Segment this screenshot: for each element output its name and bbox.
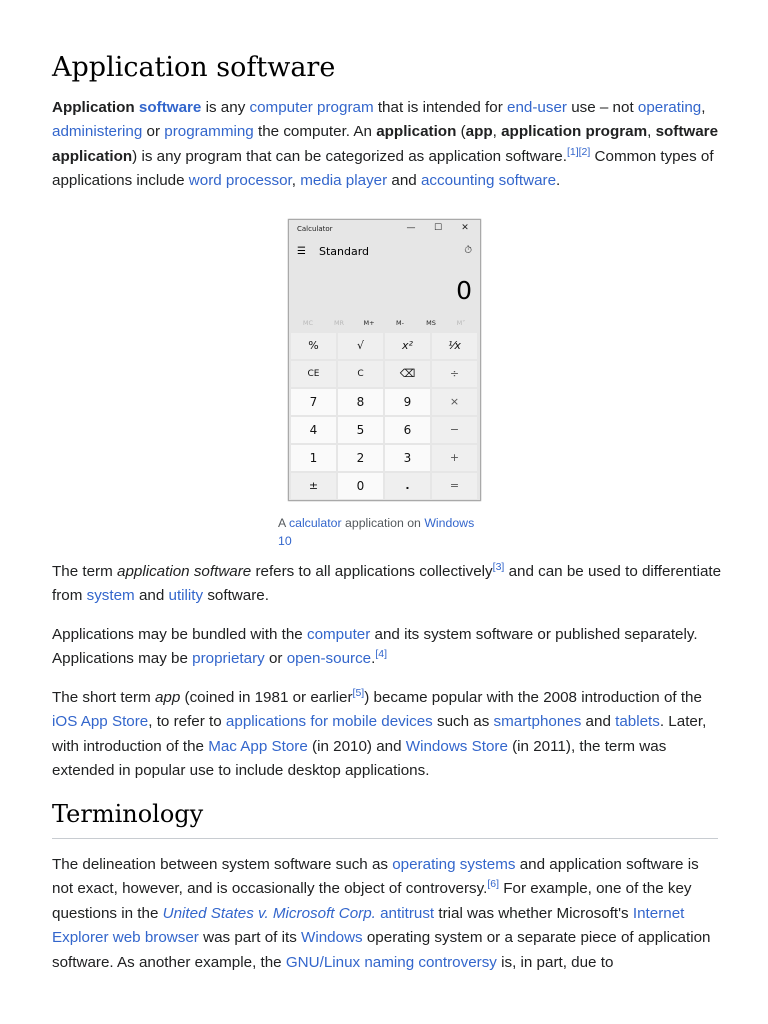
text: ( [456,123,466,141]
citation [493,561,505,573]
key-negate: ± [291,473,336,499]
text: and application software is not exact, however, and is occasionally the object of controversy. [52,856,699,898]
link-media-player[interactable]: media player [300,172,388,190]
link-antitrust[interactable]: antitrust [380,904,435,922]
text: and can be used to differentiate from [52,563,722,605]
citation-link-3[interactable]: [3] [492,560,505,573]
key-equals: = [432,473,477,499]
key-clear-entry: CE [291,361,336,387]
key-decimal: . [385,473,430,499]
bold-term: application [376,123,457,141]
citation [487,878,499,890]
paragraph-bundled [52,623,722,672]
intro-paragraph [52,96,722,194]
calculator-titlebar [289,220,480,238]
link-mac-app-store[interactable]: Mac App Store [208,737,308,755]
citation-link-6[interactable]: [6] [487,878,500,891]
text: Common types of applications include [52,147,714,190]
link-utility[interactable]: utility [168,587,204,605]
text: , [492,123,502,141]
link-proprietary[interactable]: proprietary [192,650,265,668]
key-4: 4 [291,417,336,443]
text: that is intended for [373,99,508,116]
key-2: 2 [338,445,383,471]
memory-button-mc: MC [302,319,314,327]
text: the computer. An [253,123,377,141]
key-reciprocal: ¹⁄x [432,333,477,359]
link-gnu-linux-naming-controversy[interactable]: GNU/Linux naming controversy [285,953,497,971]
key-sqrt: √ [338,333,383,359]
link-calculator[interactable]: calculator [288,516,342,530]
maximize-icon: ☐ [433,223,443,233]
text: ) became popular with the 2008 introduction of the [364,689,702,706]
bold-term: software application [52,123,719,165]
text: . [371,650,376,668]
text: . [556,172,561,190]
memory-row [293,319,477,331]
bold-term: Application [52,99,135,116]
text: (in 2010) and [307,737,406,755]
text: For example, one of the key questions in the [52,880,692,922]
minimize-icon: — [406,223,416,233]
bold-term: app [465,123,493,141]
section-heading-terminology: Terminology [52,798,718,839]
italic-term: app [154,689,181,706]
calculator-window-title: Calculator [297,225,333,233]
citation-link-1[interactable]: [1] [566,145,579,158]
key-7: 7 [291,389,336,415]
key-clear: C [338,361,383,387]
text: or [142,123,165,141]
bold-term: application program [501,123,648,141]
text: , [701,99,706,116]
key-subtract: − [432,417,477,443]
citation-link-2[interactable]: [2] [578,145,591,158]
text: and [387,172,421,190]
link-windows[interactable]: Windows [301,929,363,947]
text: software. [203,587,269,605]
text: was part of its [198,929,302,947]
link-open-source[interactable]: open-source [286,650,372,668]
key-0: 0 [338,473,383,499]
text: , to refer to [148,713,226,731]
link-programming[interactable]: programming [164,123,254,141]
text: use – not [566,99,638,116]
text: trial was whether Microsoft's [434,904,633,922]
key-percent: % [291,333,336,359]
link-ios-app-store[interactable]: iOS App Store [52,713,149,731]
backspace-icon: ⌫ [385,361,430,387]
text: The delineation between system software such as [52,856,393,873]
link-computer-program[interactable]: computer program [249,99,374,116]
link-end-user[interactable]: end-user [507,99,567,116]
text: and its system software or published separately. Applications may be [52,626,698,668]
paragraph-terminology [52,853,722,975]
text: The short term [52,689,155,706]
text: operating system or a separate piece of application software. As another example, the [52,929,711,971]
link-us-v-microsoft[interactable]: United States v. Microsoft Corp. [162,904,376,922]
text: is any [201,99,250,116]
key-square: x² [385,333,430,359]
text: (in 2011), the term was extended in popular use to include desktop applications. [52,737,667,780]
link-internet-explorer[interactable]: Internet Explorer web browser [52,904,685,947]
text: or [264,650,287,668]
text: application on [341,516,425,530]
link-software[interactable]: software [138,99,202,116]
text: (coined in 1981 or earlier [180,689,353,706]
hamburger-menu-icon: ☰ [297,246,306,257]
key-1: 1 [291,445,336,471]
citation-link-5[interactable]: [5] [352,686,365,699]
citation [567,146,590,158]
link-tablets[interactable]: tablets [615,713,660,731]
text: and [581,713,616,731]
text: . Later, with introduction of the [52,713,707,755]
text: , [647,123,656,141]
text: is, in part, due to [496,953,614,971]
text: The term [52,563,117,580]
text: and [134,587,169,605]
text: Applications may be bundled with the [52,626,307,643]
calculator-screenshot [288,219,481,501]
paragraph-app-term [52,686,722,784]
text: A [278,516,289,530]
key-9: 9 [385,389,430,415]
text: ) is any program that can be categorized as application software. [132,147,567,165]
memory-button-ms: MS [426,319,436,327]
link-windows-store[interactable]: Windows Store [405,737,508,755]
link-applications-for-mobile-devices[interactable]: applications for mobile devices [225,713,433,731]
close-icon: ✕ [461,223,469,233]
key-add: + [432,445,477,471]
key-divide: ÷ [432,361,477,387]
key-6: 6 [385,417,430,443]
citation [375,648,387,660]
link-smartphones[interactable]: smartphones [493,713,582,731]
calculator-display: 0 [456,276,472,305]
paragraph-term [52,560,722,609]
key-5: 5 [338,417,383,443]
page-title: Application software [52,52,336,83]
link-operating[interactable]: operating [637,99,702,116]
figure-caption [278,515,490,551]
text: refers to all applications collectively [251,563,493,580]
text: , [291,172,301,190]
link-system[interactable]: system [86,587,135,605]
memory-button-mminus: M- [396,319,404,327]
memory-button-mlist: M˅ [456,319,466,327]
link-administering[interactable]: administering [52,123,143,141]
citation [353,687,365,699]
memory-button-mplus: M+ [363,319,375,327]
link-operating-systems[interactable]: operating systems [392,856,516,873]
link-accounting-software[interactable]: accounting software [420,172,557,190]
memory-button-mr: MR [333,319,345,327]
calculator-mode: Standard [319,245,370,258]
link-word-processor[interactable]: word processor [188,172,292,190]
history-icon: ⏱ [464,245,472,256]
key-3: 3 [385,445,430,471]
link-windows-10[interactable]: Windows 10 [278,516,475,548]
citation-link-4[interactable]: [4] [375,648,388,661]
key-8: 8 [338,389,383,415]
italic-term: application software [117,563,252,580]
link-computer[interactable]: computer [306,626,371,643]
text: such as [432,713,494,731]
key-multiply: × [432,389,477,415]
